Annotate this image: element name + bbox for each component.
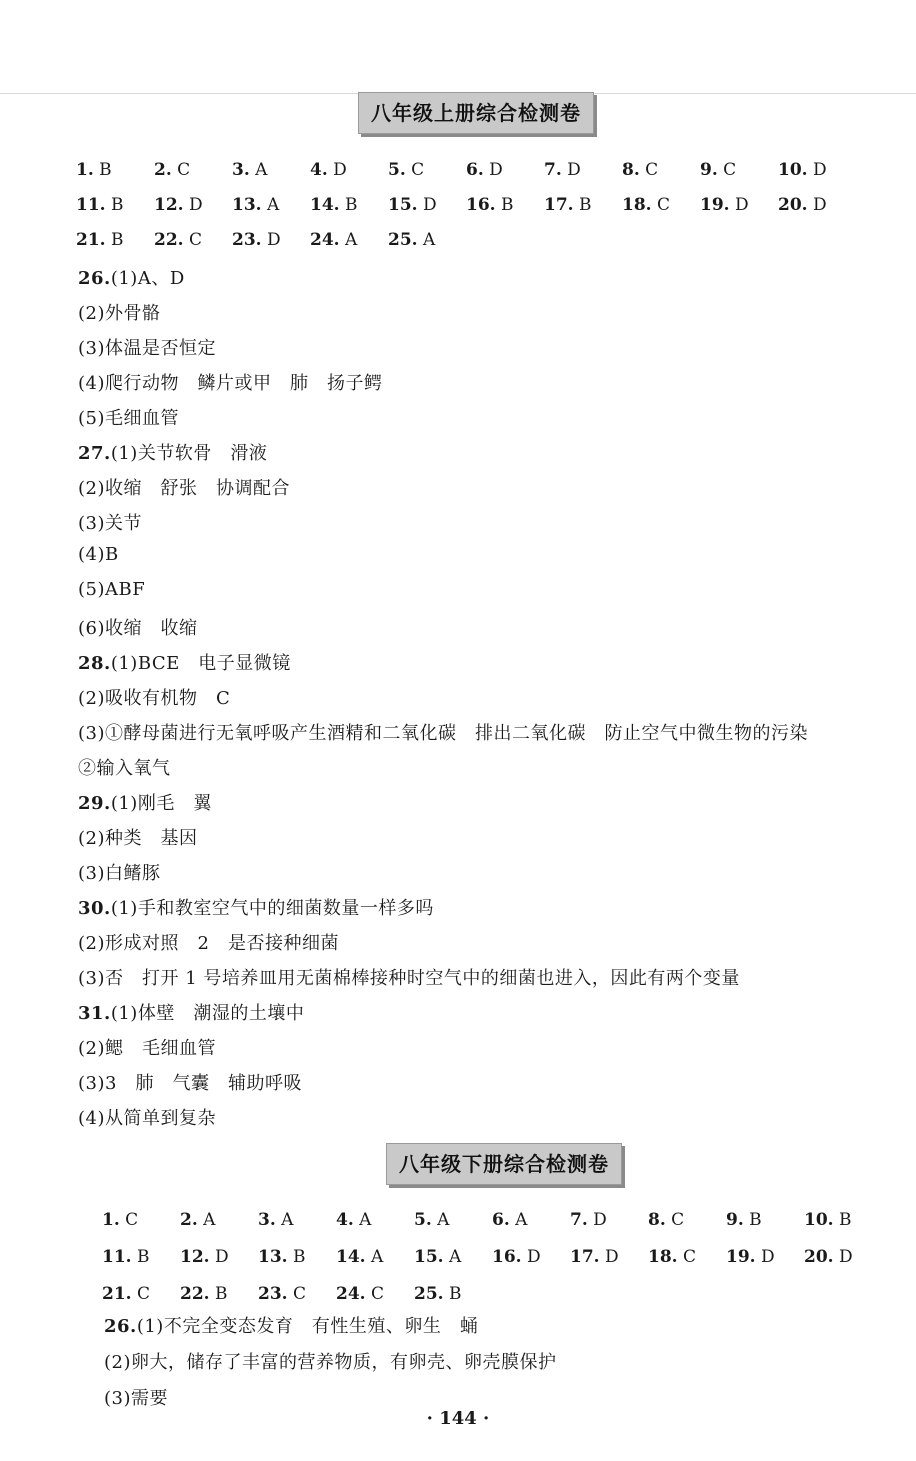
answer-line <box>78 579 145 600</box>
answer-text: (1)手和教室空气中的细菌数量一样多吗 <box>110 898 434 919</box>
answer-text: (4)B <box>78 544 119 565</box>
question-number: 6. <box>466 160 484 180</box>
choice-answer <box>622 195 670 215</box>
question-number: 9. <box>700 160 718 180</box>
answer-text: (3)体温是否恒定 <box>78 338 216 359</box>
question-number: 13. <box>232 195 262 215</box>
answer-letter: B <box>209 1284 228 1304</box>
choice-answer <box>102 1210 138 1230</box>
choice-answer <box>466 195 513 215</box>
choice-answer <box>258 1247 305 1267</box>
question-number: 26. <box>104 1316 137 1337</box>
question-number: 7. <box>544 160 562 180</box>
question-number: 22. <box>180 1284 210 1304</box>
answer-text: (4)从简单到复杂 <box>78 1108 216 1129</box>
answer-letter: C <box>639 160 659 180</box>
question-number: 4. <box>336 1210 354 1230</box>
answer-letter: B <box>573 195 592 215</box>
answer-letter: B <box>339 195 358 215</box>
answer-letter: D <box>417 195 437 215</box>
question-number: 6. <box>492 1210 510 1230</box>
answer-text: (2)形成对照 2 是否接种细菌 <box>78 933 339 954</box>
answer-letter: D <box>561 160 581 180</box>
section-title-upper: 八年级上册综合检测卷 <box>358 92 594 134</box>
question-number: 3. <box>232 160 250 180</box>
choice-answer <box>310 160 347 180</box>
choice-answer <box>700 195 749 215</box>
answer-letter: C <box>651 195 670 215</box>
answer-letter: A <box>339 230 358 250</box>
answer-line <box>78 999 304 1025</box>
question-number: 30. <box>78 898 111 919</box>
question-number: 10. <box>804 1210 834 1230</box>
answer-letter: D <box>521 1247 541 1267</box>
answer-line <box>78 789 212 815</box>
answer-text: ②输入氧气 <box>78 758 171 779</box>
answer-text: (3)关节 <box>78 513 142 534</box>
answer-letter: B <box>105 230 124 250</box>
answer-letter: D <box>183 195 203 215</box>
answer-letter: C <box>171 160 191 180</box>
answer-text: (3)白鳍豚 <box>78 863 161 884</box>
answer-letter: C <box>183 230 202 250</box>
question-number: 21. <box>102 1284 132 1304</box>
choice-answer <box>232 195 279 215</box>
choice-answer <box>570 1210 607 1230</box>
answer-line <box>78 544 119 565</box>
question-number: 5. <box>414 1210 432 1230</box>
answer-line <box>78 404 179 430</box>
choice-answer <box>336 1284 384 1304</box>
choice-answer <box>154 230 202 250</box>
question-number: 2. <box>154 160 172 180</box>
question-number: 15. <box>388 195 418 215</box>
question-number: 21. <box>76 230 106 250</box>
question-number: 2. <box>180 1210 198 1230</box>
choice-answer <box>388 160 424 180</box>
answer-line <box>78 264 185 290</box>
answer-text: (4)爬行动物 鳞片或甲 肺 扬子鳄 <box>78 373 383 394</box>
question-number: 12. <box>180 1247 210 1267</box>
answer-text: (2)吸收有机物 C <box>78 688 231 709</box>
answer-letter: A <box>261 195 280 215</box>
answer-text: (1)A、D <box>110 268 185 289</box>
question-number: 8. <box>622 160 640 180</box>
answer-letter: B <box>833 1210 852 1230</box>
answer-line <box>78 894 434 920</box>
question-number: 20. <box>804 1247 834 1267</box>
answer-letter: D <box>755 1247 775 1267</box>
question-number: 18. <box>622 195 652 215</box>
question-number: 16. <box>466 195 496 215</box>
choice-answer <box>154 195 203 215</box>
choice-answer <box>414 1284 461 1304</box>
question-number: 15. <box>414 1247 444 1267</box>
answer-line <box>78 1104 216 1130</box>
question-number: 1. <box>102 1210 120 1230</box>
question-number: 31. <box>78 1003 111 1024</box>
question-number: 18. <box>648 1247 678 1267</box>
answer-text: (2)卵大，储存了丰富的营养物质，有卵壳、卵壳膜保护 <box>104 1352 557 1373</box>
choice-answer <box>102 1284 150 1304</box>
answer-line <box>78 474 290 500</box>
answer-line <box>78 859 161 885</box>
choice-answer <box>570 1247 619 1267</box>
answer-line <box>104 1348 557 1374</box>
answer-text: (5)ABF <box>78 579 146 600</box>
question-number: 22. <box>154 230 184 250</box>
section-title-lower: 八年级下册综合检测卷 <box>386 1143 622 1185</box>
choice-answer <box>388 195 437 215</box>
choice-answer <box>388 230 435 250</box>
answer-text: (2)种类 基因 <box>78 828 198 849</box>
choice-answer <box>180 1210 215 1230</box>
choice-answer <box>414 1210 449 1230</box>
answer-letter: D <box>599 1247 619 1267</box>
choice-answer <box>310 195 357 215</box>
answer-letter: A <box>443 1247 462 1267</box>
choice-answer <box>76 160 112 180</box>
choice-answer <box>804 1210 851 1230</box>
answer-text: (2)外骨骼 <box>78 303 161 324</box>
answer-text: (1)不完全变态发育 有性生殖、卵生 蛹 <box>136 1316 479 1337</box>
question-number: 25. <box>388 230 418 250</box>
answer-line <box>78 824 198 850</box>
answer-line <box>78 649 291 675</box>
choice-answer <box>310 230 357 250</box>
answer-line <box>78 929 339 955</box>
question-number: 28. <box>78 653 111 674</box>
answer-letter: D <box>483 160 503 180</box>
choice-answer <box>544 195 591 215</box>
question-number: 5. <box>388 160 406 180</box>
answer-letter: B <box>443 1284 462 1304</box>
question-number: 19. <box>700 195 730 215</box>
answer-text: (1)体壁 潮湿的土壤中 <box>110 1003 305 1024</box>
question-number: 14. <box>310 195 340 215</box>
question-number: 11. <box>102 1247 132 1267</box>
choice-answer <box>258 1210 293 1230</box>
answer-letter: A <box>197 1210 216 1230</box>
question-number: 11. <box>76 195 106 215</box>
answer-letter: B <box>105 195 124 215</box>
question-number: 17. <box>570 1247 600 1267</box>
answer-letter: B <box>287 1247 306 1267</box>
choice-answer <box>492 1210 527 1230</box>
choice-answer <box>336 1210 371 1230</box>
answer-letter: A <box>509 1210 528 1230</box>
answer-letter: B <box>743 1210 762 1230</box>
answer-line <box>104 1312 478 1338</box>
choice-answer <box>466 160 503 180</box>
choice-answer <box>258 1284 306 1304</box>
question-number: 24. <box>336 1284 366 1304</box>
choice-answer <box>726 1210 762 1230</box>
question-number: 29. <box>78 793 111 814</box>
answer-line <box>78 719 808 745</box>
choice-answer <box>492 1247 541 1267</box>
answer-letter: C <box>405 160 425 180</box>
answer-text: (3)需要 <box>104 1388 168 1409</box>
question-number: 3. <box>258 1210 276 1230</box>
question-number: 23. <box>232 230 262 250</box>
choice-answer <box>102 1247 149 1267</box>
answer-letter: C <box>365 1284 384 1304</box>
choice-answer <box>700 160 736 180</box>
question-number: 19. <box>726 1247 756 1267</box>
answer-letter: A <box>431 1210 450 1230</box>
answer-line <box>78 1069 302 1095</box>
choice-answer <box>232 160 267 180</box>
answer-letter: D <box>209 1247 229 1267</box>
choice-answer <box>778 195 827 215</box>
answer-letter: C <box>677 1247 696 1267</box>
answer-line <box>78 509 142 535</box>
answer-letter: B <box>495 195 514 215</box>
answer-letter: C <box>131 1284 150 1304</box>
answer-line <box>78 754 171 780</box>
answer-line <box>78 369 383 395</box>
answer-letter: D <box>807 160 827 180</box>
answer-letter: A <box>365 1247 384 1267</box>
answer-letter: A <box>249 160 268 180</box>
answer-letter: C <box>119 1210 139 1230</box>
answer-line <box>104 1384 168 1410</box>
answer-text: (1)刚毛 翼 <box>110 793 212 814</box>
answer-letter: C <box>665 1210 685 1230</box>
answer-letter: C <box>287 1284 306 1304</box>
choice-answer <box>154 160 190 180</box>
choice-answer <box>804 1247 853 1267</box>
question-number: 20. <box>778 195 808 215</box>
choice-answer <box>76 230 123 250</box>
answer-text: (2)鳃 毛细血管 <box>78 1038 216 1059</box>
answer-text: (3)否 打开 1 号培养皿用无菌棉棒接种时空气中的细菌也进入，因此有两个变量 <box>78 968 740 989</box>
answer-letter: B <box>131 1247 150 1267</box>
answer-letter: D <box>327 160 347 180</box>
answer-line <box>78 964 740 990</box>
answer-letter: C <box>717 160 737 180</box>
answer-letter: D <box>261 230 281 250</box>
answer-line <box>78 684 230 710</box>
question-number: 13. <box>258 1247 288 1267</box>
question-number: 16. <box>492 1247 522 1267</box>
choice-answer <box>232 230 281 250</box>
question-number: 17. <box>544 195 574 215</box>
answer-letter: A <box>417 230 436 250</box>
question-number: 10. <box>778 160 808 180</box>
answer-text: (6)收缩 收缩 <box>78 618 198 639</box>
answer-line <box>78 614 198 640</box>
choice-answer <box>648 1247 696 1267</box>
choice-answer <box>544 160 581 180</box>
question-number: 25. <box>414 1284 444 1304</box>
question-number: 7. <box>570 1210 588 1230</box>
question-number: 26. <box>78 268 111 289</box>
answer-letter: A <box>353 1210 372 1230</box>
answer-letter: D <box>833 1247 853 1267</box>
question-number: 24. <box>310 230 340 250</box>
choice-answer <box>414 1247 461 1267</box>
answer-letter: A <box>275 1210 294 1230</box>
choice-answer <box>726 1247 775 1267</box>
question-number: 12. <box>154 195 184 215</box>
answer-text: (2)收缩 舒张 协调配合 <box>78 478 290 499</box>
answer-letter: B <box>93 160 112 180</box>
answer-text: (3)①酵母菌进行无氧呼吸产生酒精和二氧化碳 排出二氧化碳 防止空气中微生物的污染 <box>78 723 808 744</box>
question-number: 27. <box>78 443 111 464</box>
answer-letter: D <box>729 195 749 215</box>
question-number: 4. <box>310 160 328 180</box>
question-number: 23. <box>258 1284 288 1304</box>
choice-answer <box>778 160 827 180</box>
choice-answer <box>336 1247 383 1267</box>
question-number: 1. <box>76 160 94 180</box>
answer-text: (3)3 肺 气囊 辅助呼吸 <box>78 1073 302 1094</box>
choice-answer <box>180 1284 227 1304</box>
choice-answer <box>76 195 123 215</box>
choice-answer <box>180 1247 229 1267</box>
answer-line <box>78 299 161 325</box>
answer-text: (1)关节软骨 滑液 <box>110 443 268 464</box>
answer-line <box>78 1034 216 1060</box>
answer-letter: D <box>807 195 827 215</box>
choice-answer <box>648 1210 684 1230</box>
answer-letter: D <box>587 1210 607 1230</box>
question-number: 14. <box>336 1247 366 1267</box>
page-number: · 144 · <box>426 1408 490 1429</box>
answer-text: (1)BCE 电子显微镜 <box>110 653 291 674</box>
question-number: 8. <box>648 1210 666 1230</box>
answer-line <box>78 439 267 465</box>
choice-answer <box>622 160 658 180</box>
answer-line <box>78 334 216 360</box>
question-number: 9. <box>726 1210 744 1230</box>
answer-text: (5)毛细血管 <box>78 408 179 429</box>
